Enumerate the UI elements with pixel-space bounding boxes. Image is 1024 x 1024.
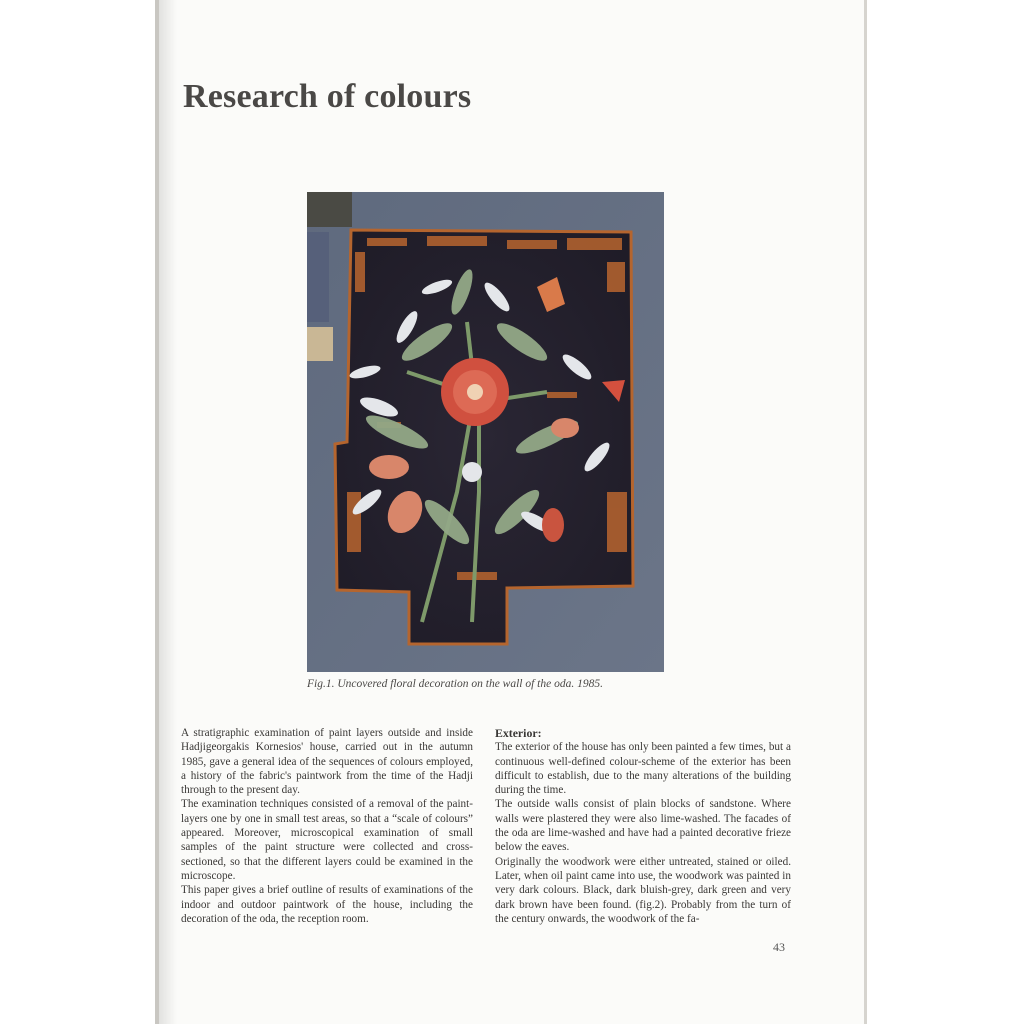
book-page xyxy=(155,0,867,1024)
page-gutter-shadow xyxy=(159,0,177,1024)
right-column xyxy=(495,726,791,926)
page-number: 43 xyxy=(773,940,785,954)
paragraph: Originally the woodwork were either untreated, stained or oiled. Later, when oil paint came into use, the woodwork was painted in very dark colours. Black, dark bluish-grey, dark green and very dark brown have been found. (fig.2). Probably from the turn of the century onwards, the woodwork of the fa- xyxy=(495,855,791,925)
figure-caption: Fig.1. Uncovered floral decoration on the wall of the oda. 1985. xyxy=(307,678,603,690)
scan-background xyxy=(0,0,155,1024)
floral-painting-image xyxy=(307,192,664,672)
section-heading-exterior: Exterior: xyxy=(495,726,542,740)
page-title: Research of colours xyxy=(183,78,472,115)
paragraph: The examination techniques consisted of a removal of the paint-layers one by one in small test areas, so that a “scale of colours” appeared. Moreover, microscopical examination of small samples of the paint structure were collected and cross-sectioned, so that the different layers could be examined in the microscope. xyxy=(181,798,473,882)
figure-floral-decoration xyxy=(307,192,664,672)
paragraph: This paper gives a brief outline of results of examinations of the indoor and outdoor paintwork of the house, including the decoration of the oda, the reception room. xyxy=(181,884,473,925)
paragraph: A stratigraphic examination of paint layers outside and inside Hadjigeorgakis Kornesios' house, carried out in the autumn 1985, gave a general idea of the sequences of colours employed, a history of the fabric's paintwork from the time of the Hadji through to the present day. xyxy=(181,727,473,797)
left-column xyxy=(181,726,473,926)
paragraph: The outside walls consist of plain blocks of sandstone. Where walls were plastered they were also lime-washed. The facades of the oda are lime-washed and have had a painted decorative frieze below the eaves. xyxy=(495,798,791,854)
paragraph: The exterior of the house has only been painted a few times, but a continuous well-defined colour-scheme of the exterior has been difficult to establish, due to the many alterations of the building during the time. xyxy=(495,741,791,797)
